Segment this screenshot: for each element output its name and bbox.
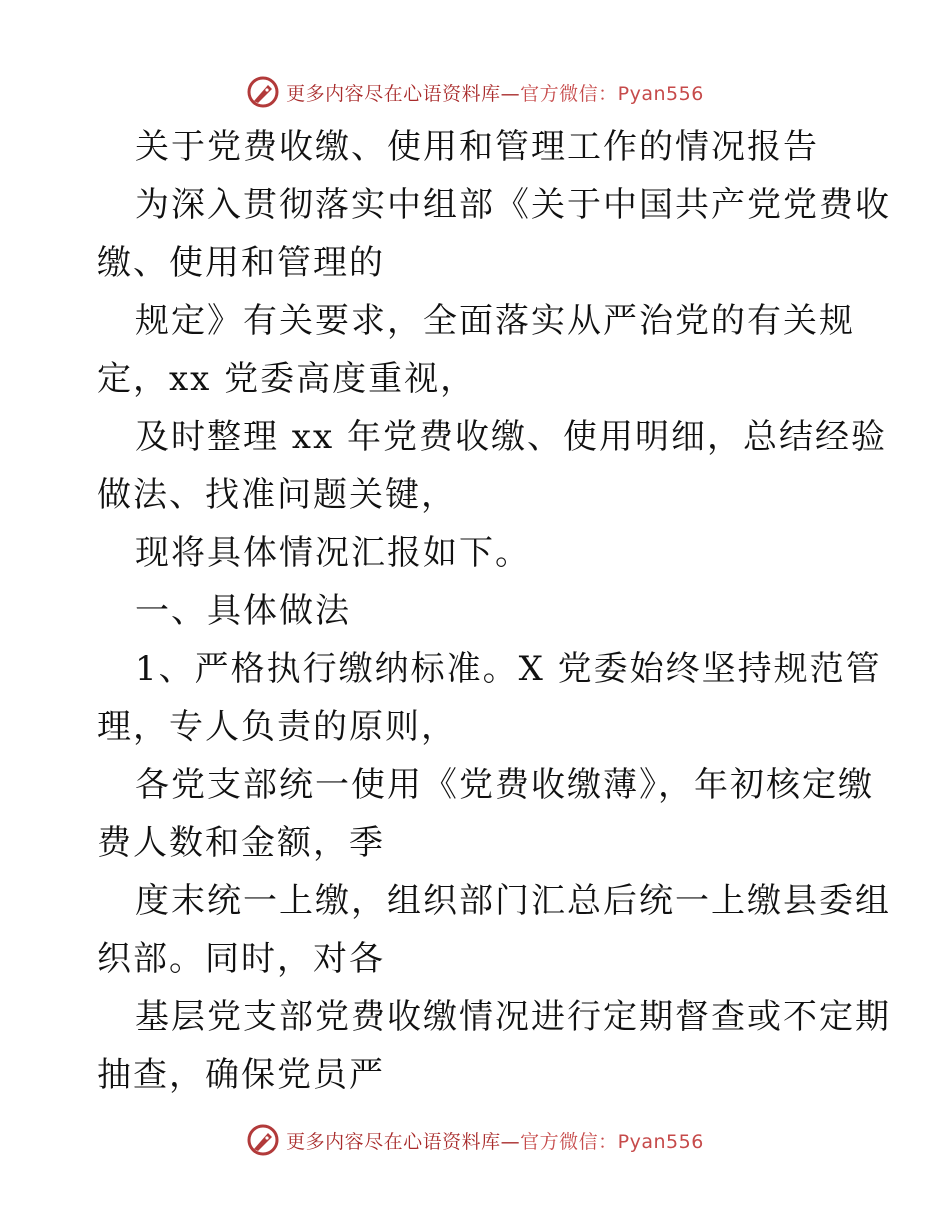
text-line: 基层党支部党费收缴情况进行定期督查或不定期	[135, 997, 891, 1037]
text-line: 费人数和金额，季	[97, 823, 385, 863]
footer-banner	[0, 1118, 950, 1162]
text-line: 一、具体做法	[135, 591, 351, 631]
banner-wechat-text: 官方微信：Pyan556	[520, 1130, 704, 1153]
banner-separator: —	[500, 82, 521, 105]
text-line: 定，xx 党委高度重视，	[97, 359, 477, 399]
banner-left-text: 更多内容尽在心语资料库	[286, 82, 501, 105]
header-banner	[0, 70, 950, 114]
text-line: 及时整理 xx 年党费收缴、使用明细，总结经验	[135, 417, 887, 457]
text-line: 现将具体情况汇报如下。	[135, 533, 531, 573]
text-line: 缴、使用和管理的	[97, 243, 385, 283]
pen-nib-logo-icon	[246, 75, 280, 109]
document-body	[97, 118, 891, 1104]
text-line: 度末统一上缴，组织部门汇总后统一上缴县委组	[135, 881, 891, 921]
text-line: 织部。同时，对各	[97, 939, 385, 979]
banner-separator: —	[500, 1130, 521, 1153]
text-line: 理，专人负责的原则，	[97, 707, 457, 747]
banner-text	[286, 79, 704, 106]
text-line: 各党支部统一使用《党费收缴薄》，年初核定缴	[135, 765, 874, 805]
banner-wechat-text: 官方微信：Pyan556	[520, 82, 704, 105]
text-line: 做法、找准问题关键，	[97, 475, 457, 515]
pen-nib-logo-icon	[246, 1123, 280, 1157]
text-line: 关于党费收缴、使用和管理工作的情况报告	[135, 127, 819, 167]
text-line: 为深入贯彻落实中组部《关于中国共产党党费收	[135, 185, 891, 225]
text-line: 1、严格执行缴纳标准。X 党委始终坚持规范管	[135, 649, 882, 689]
text-line: 规定》有关要求，全面落实从严治党的有关规	[135, 301, 855, 341]
text-line: 抽查，确保党员严	[97, 1055, 385, 1095]
banner-left-text: 更多内容尽在心语资料库	[286, 1130, 501, 1153]
banner-text	[286, 1127, 704, 1154]
